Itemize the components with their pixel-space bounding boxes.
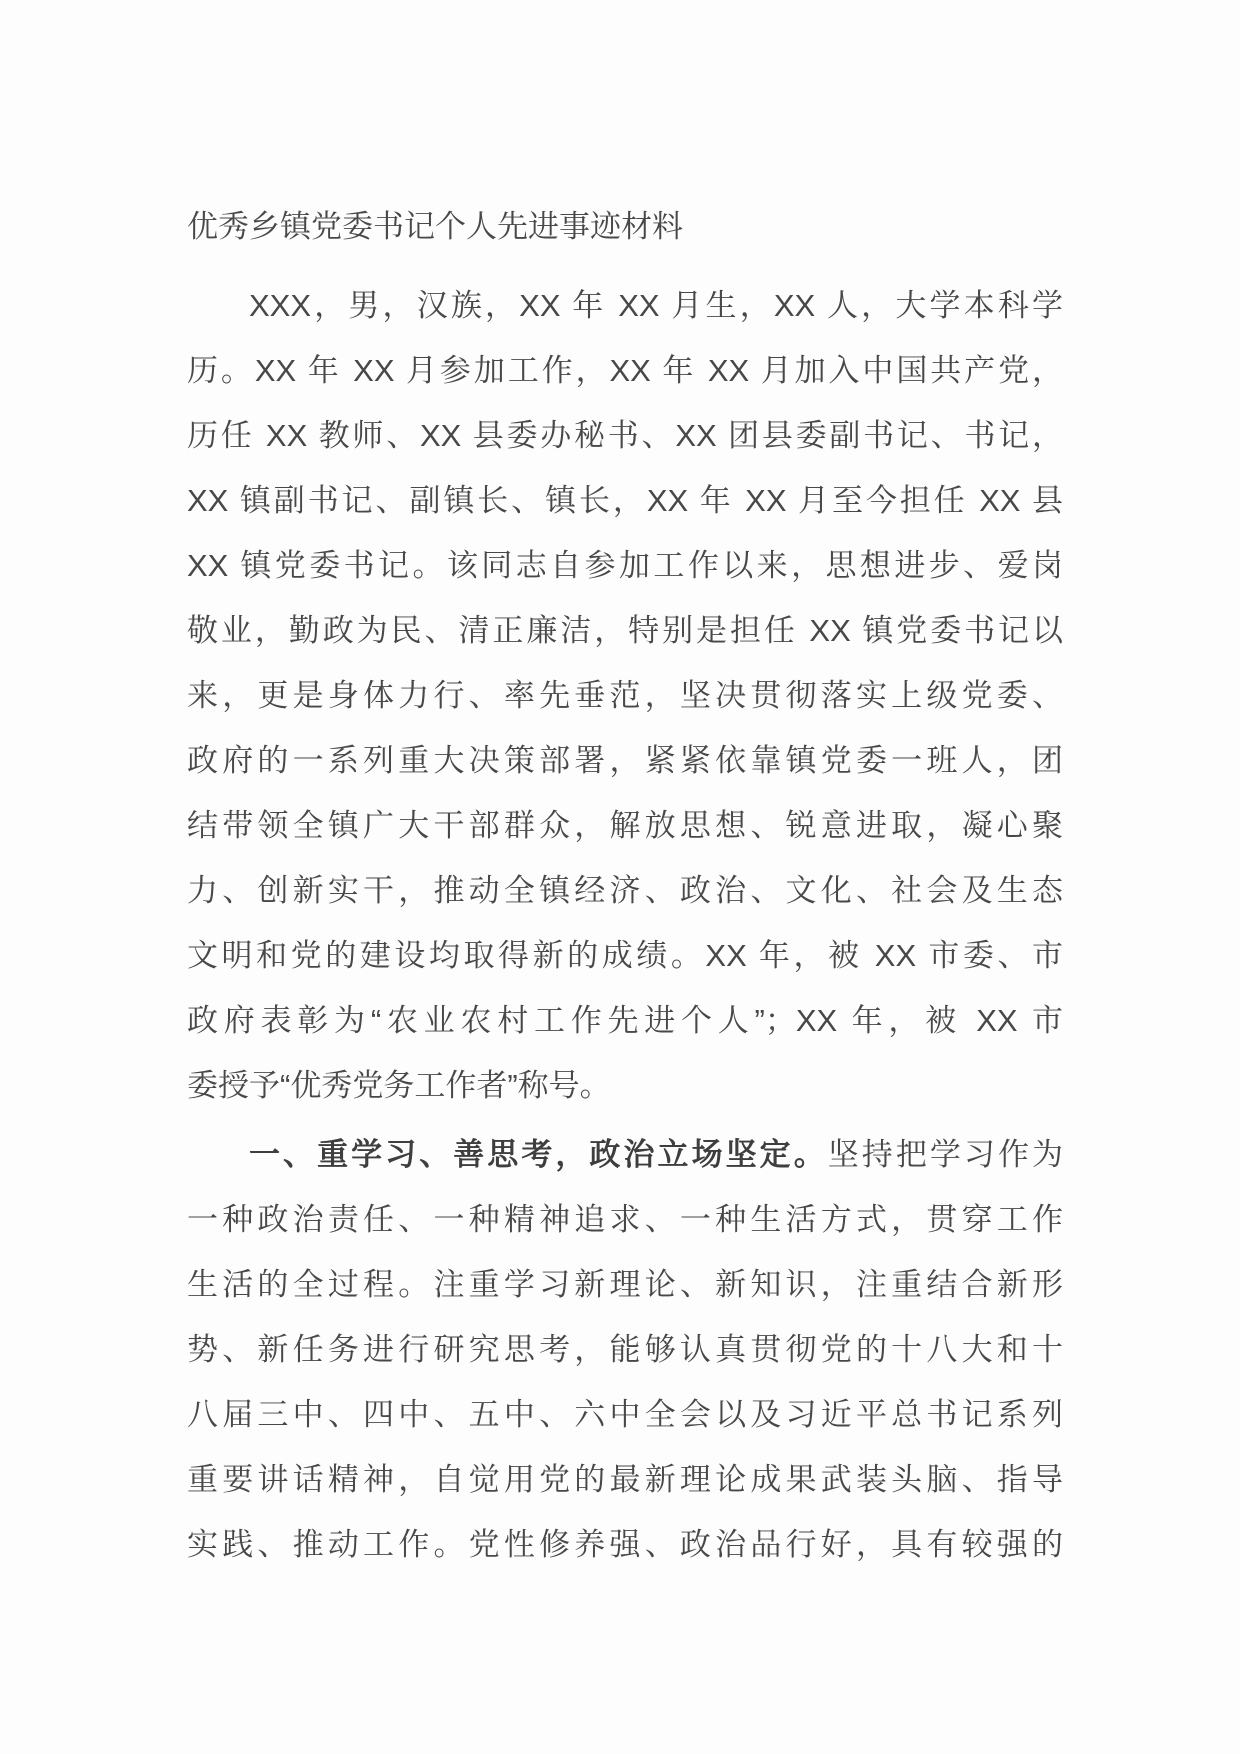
paragraph bbox=[187, 1122, 1063, 1577]
body-text: 力、创新实干，推动全镇经济、政治、文化、社会及生态 bbox=[187, 873, 1063, 908]
body-text: 历。XX 年 XX 月参加工作，XX 年 XX 月加入中国共产党， bbox=[187, 353, 1063, 388]
text-line bbox=[187, 793, 1063, 858]
body-text: 政府的一系列重大决策部署，紧紧依靠镇党委一班人，团 bbox=[187, 743, 1063, 778]
body-text: 重要讲话精神，自觉用党的最新理论成果武装头脑、指导 bbox=[187, 1462, 1063, 1497]
text-line bbox=[187, 533, 1063, 598]
body-text: 历任 XX 教师、XX 县委办秘书、XX 团县委副书记、书记， bbox=[187, 418, 1063, 453]
text-line bbox=[187, 663, 1063, 728]
body-text: XX 镇党委书记。该同志自参加工作以来，思想进步、爱岗 bbox=[187, 548, 1063, 583]
text-line bbox=[187, 598, 1063, 663]
body-text: XXX，男，汉族，XX 年 XX 月生，XX 人，大学本科学 bbox=[249, 288, 1063, 323]
body-text: 坚持把学习作为 bbox=[827, 1137, 1064, 1172]
document-body bbox=[187, 273, 1063, 1577]
text-line bbox=[187, 1252, 1063, 1317]
section-heading-text: 一、重学习、善思考，政治立场坚定。 bbox=[249, 1137, 828, 1172]
body-text: 势、新任务进行研究思考，能够认真贯彻党的十八大和十 bbox=[187, 1332, 1063, 1367]
text-line bbox=[187, 273, 1063, 338]
text-line bbox=[187, 1122, 1063, 1187]
text-line bbox=[187, 1187, 1063, 1252]
document-title: 优秀乡镇党委书记个人先进事迹材料 bbox=[187, 209, 683, 244]
text-line bbox=[187, 988, 1063, 1053]
text-line bbox=[187, 338, 1063, 403]
text-line bbox=[187, 468, 1063, 533]
text-line bbox=[187, 858, 1063, 923]
text-line bbox=[187, 1382, 1063, 1447]
text-line bbox=[187, 403, 1063, 468]
text-line bbox=[187, 1447, 1063, 1512]
body-text: 敬业，勤政为民、清正廉洁，特别是担任 XX 镇党委书记以 bbox=[187, 613, 1063, 648]
body-text: 八届三中、四中、五中、六中全会以及习近平总书记系列 bbox=[187, 1397, 1063, 1432]
body-text: 政府表彰为“农业农村工作先进个人”；XX 年，被 XX 市 bbox=[187, 1003, 1063, 1038]
body-text: 一种政治责任、一种精神追求、一种生活方式，贯穿工作 bbox=[187, 1202, 1063, 1237]
text-line bbox=[187, 728, 1063, 793]
text-line bbox=[187, 1317, 1063, 1382]
body-text: 来，更是身体力行、率先垂范，坚决贯彻落实上级党委、 bbox=[187, 678, 1063, 713]
body-text: 结带领全镇广大干部群众，解放思想、锐意进取，凝心聚 bbox=[187, 808, 1063, 843]
body-text: 文明和党的建设均取得新的成绩。XX 年，被 XX 市委、市 bbox=[187, 938, 1063, 973]
document-page bbox=[187, 194, 1063, 1577]
text-line bbox=[187, 1512, 1063, 1577]
paragraph bbox=[187, 273, 1063, 1118]
body-text: 生活的全过程。注重学习新理论、新知识，注重结合新形 bbox=[187, 1267, 1063, 1302]
body-text: 实践、推动工作。党性修养强、政治品行好，具有较强的 bbox=[187, 1527, 1063, 1562]
text-line bbox=[187, 923, 1063, 988]
text-line bbox=[187, 1053, 1063, 1118]
body-text: XX 镇副书记、副镇长、镇长，XX 年 XX 月至今担任 XX 县 bbox=[187, 483, 1063, 518]
body-text: 委授予“优秀党务工作者”称号。 bbox=[187, 1068, 611, 1103]
